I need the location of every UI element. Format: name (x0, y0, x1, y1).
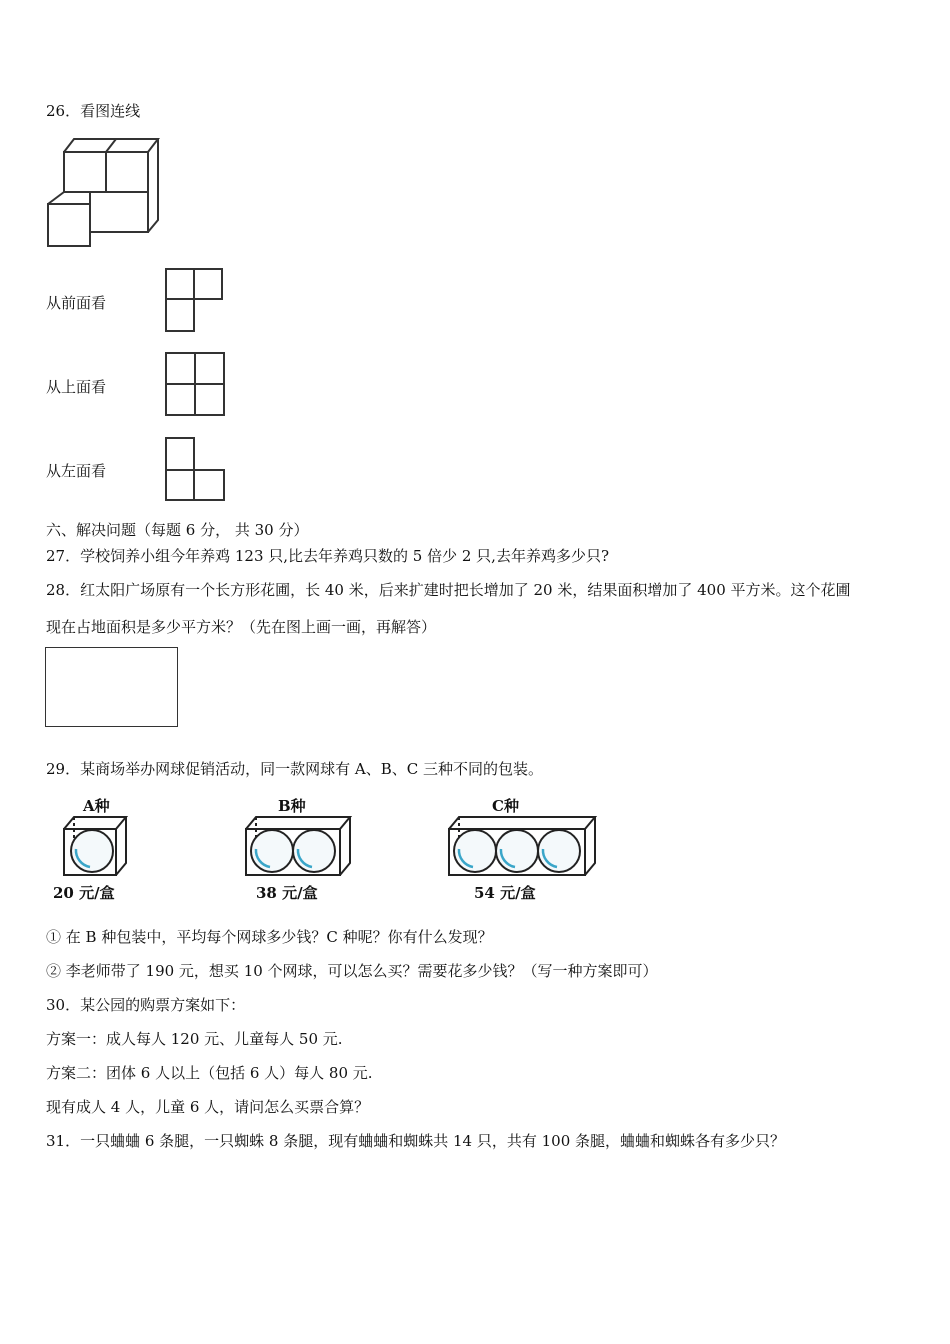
package-a-label: A种 (83, 797, 110, 815)
q28-line2: 现在占地面积是多少平方米？（先在图上画一画，再解答） (46, 618, 437, 636)
front-view-shape (163, 266, 227, 336)
package-a-price: 20 元/盒 (53, 884, 115, 902)
q30-plan1: 方案一：成人每人 120 元、儿童每人 50 元. (46, 1030, 343, 1048)
q28-line1: 28．红太阳广场原有一个长方形花圃，长 40 米，后来扩建时把长增加了 20 米，结果面积增加了 400 平方米。这个花圃 (46, 581, 851, 599)
package-b-price: 38 元/盒 (256, 884, 318, 902)
view-label-front: 从前面看 (46, 294, 107, 312)
top-view-shape (163, 350, 229, 420)
q30-title: 30．某公园的购票方案如下： (46, 996, 246, 1014)
q27-text: 27．学校饲养小组今年养鸡 123 只,比去年养鸡只数的 5 倍少 2 只,去年养鸡多少只? (46, 547, 609, 565)
q29-title: 29．某商场举办网球促销活动，同一款网球有 A、B、C 三种不同的包装。 (46, 760, 543, 778)
q31-text: 31．一只蛐蛐 6 条腿，一只蜘蛛 8 条腿，现有蛐蛐和蜘蛛共 14 只，共有 100 条腿，蛐蛐和蜘蛛各有多少只？ (46, 1132, 786, 1150)
q26-title: 26．看图连线 (46, 102, 141, 120)
view-label-top: 从上面看 (46, 378, 107, 396)
section-six-heading: 六、解决问题（每题 6 分， 共 30 分） (46, 521, 309, 539)
flowerbed-rectangle (45, 647, 178, 727)
package-c-price: 54 元/盒 (474, 884, 536, 902)
cube-solid-figure (44, 134, 160, 252)
left-view-shape (163, 435, 229, 505)
q30-plan2: 方案二：团体 6 人以上（包括 6 人）每人 80 元. (46, 1064, 373, 1082)
q30-question: 现有成人 4 人，儿童 6 人，请问怎么买票合算？ (46, 1098, 370, 1116)
q29-sub2: ② 李老师带了 190 元，想买 10 个网球，可以怎么买？需要花多少钱？（写一种方案即可） (46, 962, 658, 980)
package-c-box (445, 813, 599, 879)
package-a-box (60, 813, 130, 879)
view-label-left: 从左面看 (46, 462, 107, 480)
q29-sub1: ① 在 B 种包装中，平均每个网球多少钱？C 种呢？你有什么发现？ (46, 928, 493, 946)
package-b-label: B种 (278, 797, 306, 815)
package-b-box (242, 813, 354, 879)
package-c-label: C种 (492, 797, 519, 815)
